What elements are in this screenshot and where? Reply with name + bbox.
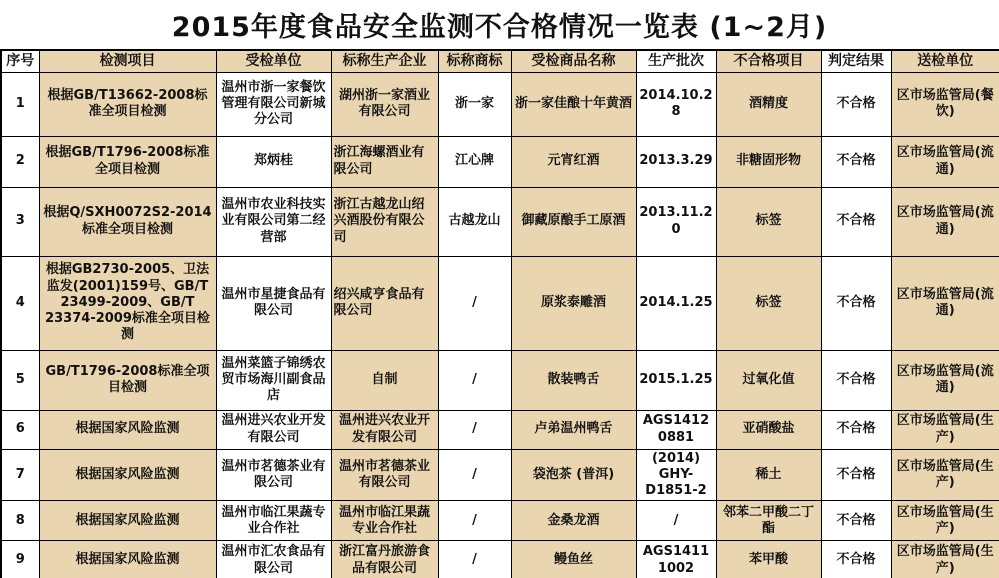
- table-cell: 浙江古越龙山绍兴酒股份有限公司: [331, 187, 438, 256]
- table-cell: 2013.11.20: [636, 187, 716, 256]
- column-header: 检测项目: [39, 50, 216, 72]
- table-row: [1, 541, 999, 578]
- table-cell: 标签: [716, 187, 821, 256]
- table-row: [1, 72, 999, 136]
- table-cell: 不合格: [821, 256, 891, 350]
- column-header: 生产批次: [636, 50, 716, 72]
- table-cell: 温州市浙一家餐饮管理有限公司新城分公司: [216, 72, 331, 136]
- table-cell: 过氧化值: [716, 350, 821, 410]
- table-cell: 不合格: [821, 410, 891, 449]
- table-cell: 区市场监管局(生产): [891, 449, 999, 501]
- table-cell: 温州市汇农食品有限公司: [216, 541, 331, 578]
- table-cell: 浙一家佳酿十年黄酒: [511, 72, 636, 136]
- table-row: [1, 449, 999, 501]
- table-cell: 散装鸭舌: [511, 350, 636, 410]
- table-row: [1, 187, 999, 256]
- table-cell: 6: [1, 410, 39, 449]
- table-cell: /: [438, 410, 511, 449]
- table-cell: 3: [1, 187, 39, 256]
- table-cell: 区市场监管局(生产): [891, 541, 999, 578]
- table-cell: 区市场监管局(流通): [891, 256, 999, 350]
- table-cell: 区市场监管局(生产): [891, 410, 999, 449]
- table-cell: 江心牌: [438, 136, 511, 187]
- table-cell: AGS14120881: [636, 410, 716, 449]
- table-cell: 不合格: [821, 136, 891, 187]
- table-cell: /: [438, 350, 511, 410]
- table-cell: 浙江富丹旅游食品有限公司: [331, 541, 438, 578]
- table-cell: 温州市农业科技实业有限公司第二经营部: [216, 187, 331, 256]
- table-cell: 9: [1, 541, 39, 578]
- table-cell: 温州市临江果蔬专业合作社: [216, 501, 331, 541]
- table-cell: 区市场监管局(流通): [891, 136, 999, 187]
- table-cell: 根据国家风险监测: [39, 501, 216, 541]
- table-cell: 郑炳桂: [216, 136, 331, 187]
- title-bar: [0, 0, 999, 49]
- table-cell: 温州市临江果蔬专业合作社: [331, 501, 438, 541]
- table-cell: 2014.1.25: [636, 256, 716, 350]
- table-cell: 2014.10.28: [636, 72, 716, 136]
- table-cell: 根据GB/T1796-2008标准全项目检测: [39, 136, 216, 187]
- table-cell: 温州市星捷食品有限公司: [216, 256, 331, 350]
- table-cell: 元宵红酒: [511, 136, 636, 187]
- table-cell: 袋泡茶 (普洱): [511, 449, 636, 501]
- table-cell: /: [438, 501, 511, 541]
- table-cell: 区市场监管局(餐饮): [891, 72, 999, 136]
- table-cell: 苯甲酸: [716, 541, 821, 578]
- table-cell: 不合格: [821, 501, 891, 541]
- table-cell: 根据GB2730-2005、卫法监发(2001)159号、GB/T 23499-2009、GB/T 23374-2009标准全项目检测: [39, 256, 216, 350]
- table-cell: 浙一家: [438, 72, 511, 136]
- table-cell: 自制: [331, 350, 438, 410]
- table-cell: /: [636, 501, 716, 541]
- table-cell: 根据国家风险监测: [39, 449, 216, 501]
- table-cell: 古越龙山: [438, 187, 511, 256]
- table-cell: 卢弟温州鸭舌: [511, 410, 636, 449]
- table-cell: 浙江海螺酒业有限公司: [331, 136, 438, 187]
- table-cell: 非糖固形物: [716, 136, 821, 187]
- table-cell: 温州进兴农业开发有限公司: [331, 410, 438, 449]
- table-cell: 不合格: [821, 350, 891, 410]
- table-cell: 温州市茗德茶业有限公司: [331, 449, 438, 501]
- table-cell: 不合格: [821, 72, 891, 136]
- table-cell: 亚硝酸盐: [716, 410, 821, 449]
- table-cell: 8: [1, 501, 39, 541]
- column-header: 受检单位: [216, 50, 331, 72]
- table-cell: 邻苯二甲酸二丁酯: [716, 501, 821, 541]
- table-cell: 根据国家风险监测: [39, 541, 216, 578]
- table-cell: 稀土: [716, 449, 821, 501]
- column-header: 判定结果: [821, 50, 891, 72]
- table-cell: GB/T1796-2008标准全项目检测: [39, 350, 216, 410]
- table-cell: (2014) GHY-D1851-2: [636, 449, 716, 501]
- table-cell: 温州菜篮子锦绣农贸市场海川副食品店: [216, 350, 331, 410]
- table-cell: AGS14111002: [636, 541, 716, 578]
- column-header: 标称生产企业: [331, 50, 438, 72]
- column-header: 送检单位: [891, 50, 999, 72]
- table-row: [1, 136, 999, 187]
- report-table: [0, 49, 999, 578]
- table-cell: 酒精度: [716, 72, 821, 136]
- column-header: 受检商品名称: [511, 50, 636, 72]
- table-row: [1, 501, 999, 541]
- table-cell: /: [438, 541, 511, 578]
- table-cell: /: [438, 449, 511, 501]
- table-row: [1, 350, 999, 410]
- table-cell: 区市场监管局(生产): [891, 501, 999, 541]
- table-cell: 不合格: [821, 541, 891, 578]
- table-cell: 4: [1, 256, 39, 350]
- table-cell: 2: [1, 136, 39, 187]
- table-cell: 1: [1, 72, 39, 136]
- table-cell: 温州市茗德茶业有限公司: [216, 449, 331, 501]
- table-cell: 湖州浙一家酒业有限公司: [331, 72, 438, 136]
- table-cell: 原浆泰雕酒: [511, 256, 636, 350]
- table-cell: /: [438, 256, 511, 350]
- table-cell: 温州进兴农业开发有限公司: [216, 410, 331, 449]
- table-cell: 御藏原酿手工原酒: [511, 187, 636, 256]
- table-cell: 区市场监管局(流通): [891, 187, 999, 256]
- column-header: 序号: [1, 50, 39, 72]
- table-cell: 根据国家风险监测: [39, 410, 216, 449]
- table-cell: 不合格: [821, 449, 891, 501]
- header-row: [1, 50, 999, 72]
- table-cell: 5: [1, 350, 39, 410]
- table-cell: 标签: [716, 256, 821, 350]
- table-row: [1, 410, 999, 449]
- page-title: 2015年度食品安全监测不合格情况一览表 (1~2月): [171, 12, 828, 43]
- table-cell: 绍兴咸亨食品有限公司: [331, 256, 438, 350]
- column-header: 不合格项目: [716, 50, 821, 72]
- column-header: 标称商标: [438, 50, 511, 72]
- table-cell: 2013.3.29: [636, 136, 716, 187]
- table-cell: 根据GB/T13662-2008标准全项目检测: [39, 72, 216, 136]
- table-row: [1, 256, 999, 350]
- table-cell: 鳗鱼丝: [511, 541, 636, 578]
- table-cell: 2015.1.25: [636, 350, 716, 410]
- table-cell: 区市场监管局(流通): [891, 350, 999, 410]
- table-cell: 根据Q/SXH0072S2-2014标准全项目检测: [39, 187, 216, 256]
- table-cell: 不合格: [821, 187, 891, 256]
- table-cell: 7: [1, 449, 39, 501]
- table-cell: 金桑龙酒: [511, 501, 636, 541]
